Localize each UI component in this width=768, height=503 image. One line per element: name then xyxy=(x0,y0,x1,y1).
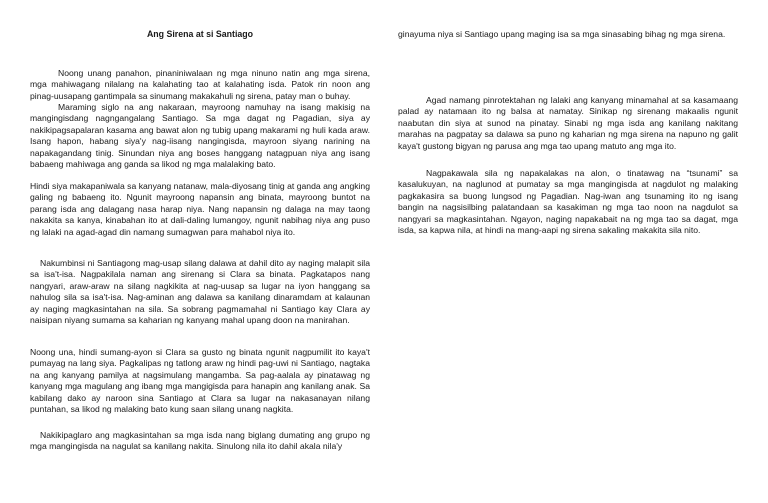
paragraph: ginayuma niya si Santiago upang maging isa sa mga sinasabing bihag ng mga sirena. xyxy=(398,29,726,39)
paragraph: Nakikipaglaro ang magkasintahan sa mga isda nang biglang dumating ang grupo ng mga mangingisda na nagulat sa kanilang nakita. Sinulong nila ito dahil akala nila'y xyxy=(30,430,370,452)
paragraph: Nakumbinsi ni Santiagong mag-usap silang dalawa at dahil dito ay naging malapit sila sa isa't-isa. Nagpakilala naman ang sirenang si Clara sa binata. Pagkatapos nang nangyari, araw-araw na silang nagkikita at nag-uusap sa lugar na iyon hanggang sa nahulog sila sa isa't-isa. Nag-aminan ang dalawa sa kanilang dinaramdam at kalaunan ay naging magkasintahan na sila. Sa sobrang pagmamahal ni Santiago kay Clara ay naisipan niyang sumama sa kaharian ng kanyang mahal upang doon na manirahan. xyxy=(30,258,370,326)
paragraph: Maraming siglo na ang nakaraan, mayroong namuhay na isang makisig na mangingisdang nagngangalang Santiago. Sa mga dagat ng Pagadian, siya ay nakikipagsapalaran kasama ang bawat alon ng tubig upang makarami ng huli kada araw. Isang hapon, habang siya'y nag-iisang nangingisda, mayroon siyang narining na napakagandang tinig. Sinundan niya ang boses hanggang natagpuan niya ang isang babaeng mahiwaga ang ganda sa likod ng mga malalaking bato. xyxy=(30,102,370,170)
paragraph: Noong unang panahon, pinaniniwalaan ng mga ninuno natin ang mga sirena, mga mahiwagang nilalang na kalahating tao at kalahating isda. Patok rin noon ang pinag-uusapang gantimpala sa sinumang makakahuli ng sirena, patay man o buhay. xyxy=(30,68,370,101)
paragraph: Agad namang pinrotektahan ng lalaki ang kanyang minamahal at sa kasamaang palad ay natamaan ito ng balsa at namatay. Sinikap ng sirenang makaalis ngunit naabutan din siya at sunod na pinatay. Sinabi ng mga isda ang kanilang nakitang marahas na pagpatay sa dalawa sa puno ng kaharian ng mga sirena na napuno ng galit kaya't gustong bigyan ng parusa ang mga tao upang matuto ang mga ito. xyxy=(398,95,738,151)
paragraph: Hindi siya makapaniwala sa kanyang natanaw, mala-diyosang tinig at ganda ang angking galing ng babaeng ito. Ngunit mayroong napansin ang binata, mayroong buntot na parang isda ang dalagang nasa harap niya. Nang napansin ng dalaga na may taong nakakita sa kanya, kinabahan ito at dali-daling lumangoy, ngunit nabihag niya ang puso ng lalaki na agad-agad din namang sumagwan para mahabol niya ito. xyxy=(30,181,370,237)
paragraph: Noong una, hindi sumang-ayon si Clara sa gusto ng binata ngunit nagpumilit ito kaya't pumayag na lang siya. Pagkalipas ng tatlong araw ng hindi pag-uwi ni Santiago, nagtaka na ang kanyang pamilya at nagsimulang mangamba. Sa pag-aalala ay pinatawag ng kanyang mga magulang ang ibang mga mangigisda para hanapin ang kanilang anak. Sa kabilang dako ay naroon sina Santiago at Clara sa lugar na nakasanayan nilang puntahan, sa likod ng malaking bato kung saan silang unang nagkita. xyxy=(30,347,370,415)
paragraph: Nagpakawala sila ng napakalakas na alon, o tinatawag na “tsunami” sa kasalukuyan, na naglunod at pumatay sa mga mangingisda at nagdulot ng malaking pagkakasira sa buong lungsod ng Pagadian. Nag-iwan ang tsunaming ito ng isang bangin na nagsisilbing palatandaan sa kasakiman ng mga tao noon na nagdulot sa nangyari sa magkasintahan. Ngayon, naging napakabait na ng mga tao sa dagat, mga isda, sa kapwa nila, at hindi na mang-aapi ng sirena sakaling makakita sila nito. xyxy=(398,168,738,236)
document-title: Ang Sirena at si Santiago xyxy=(146,29,254,39)
